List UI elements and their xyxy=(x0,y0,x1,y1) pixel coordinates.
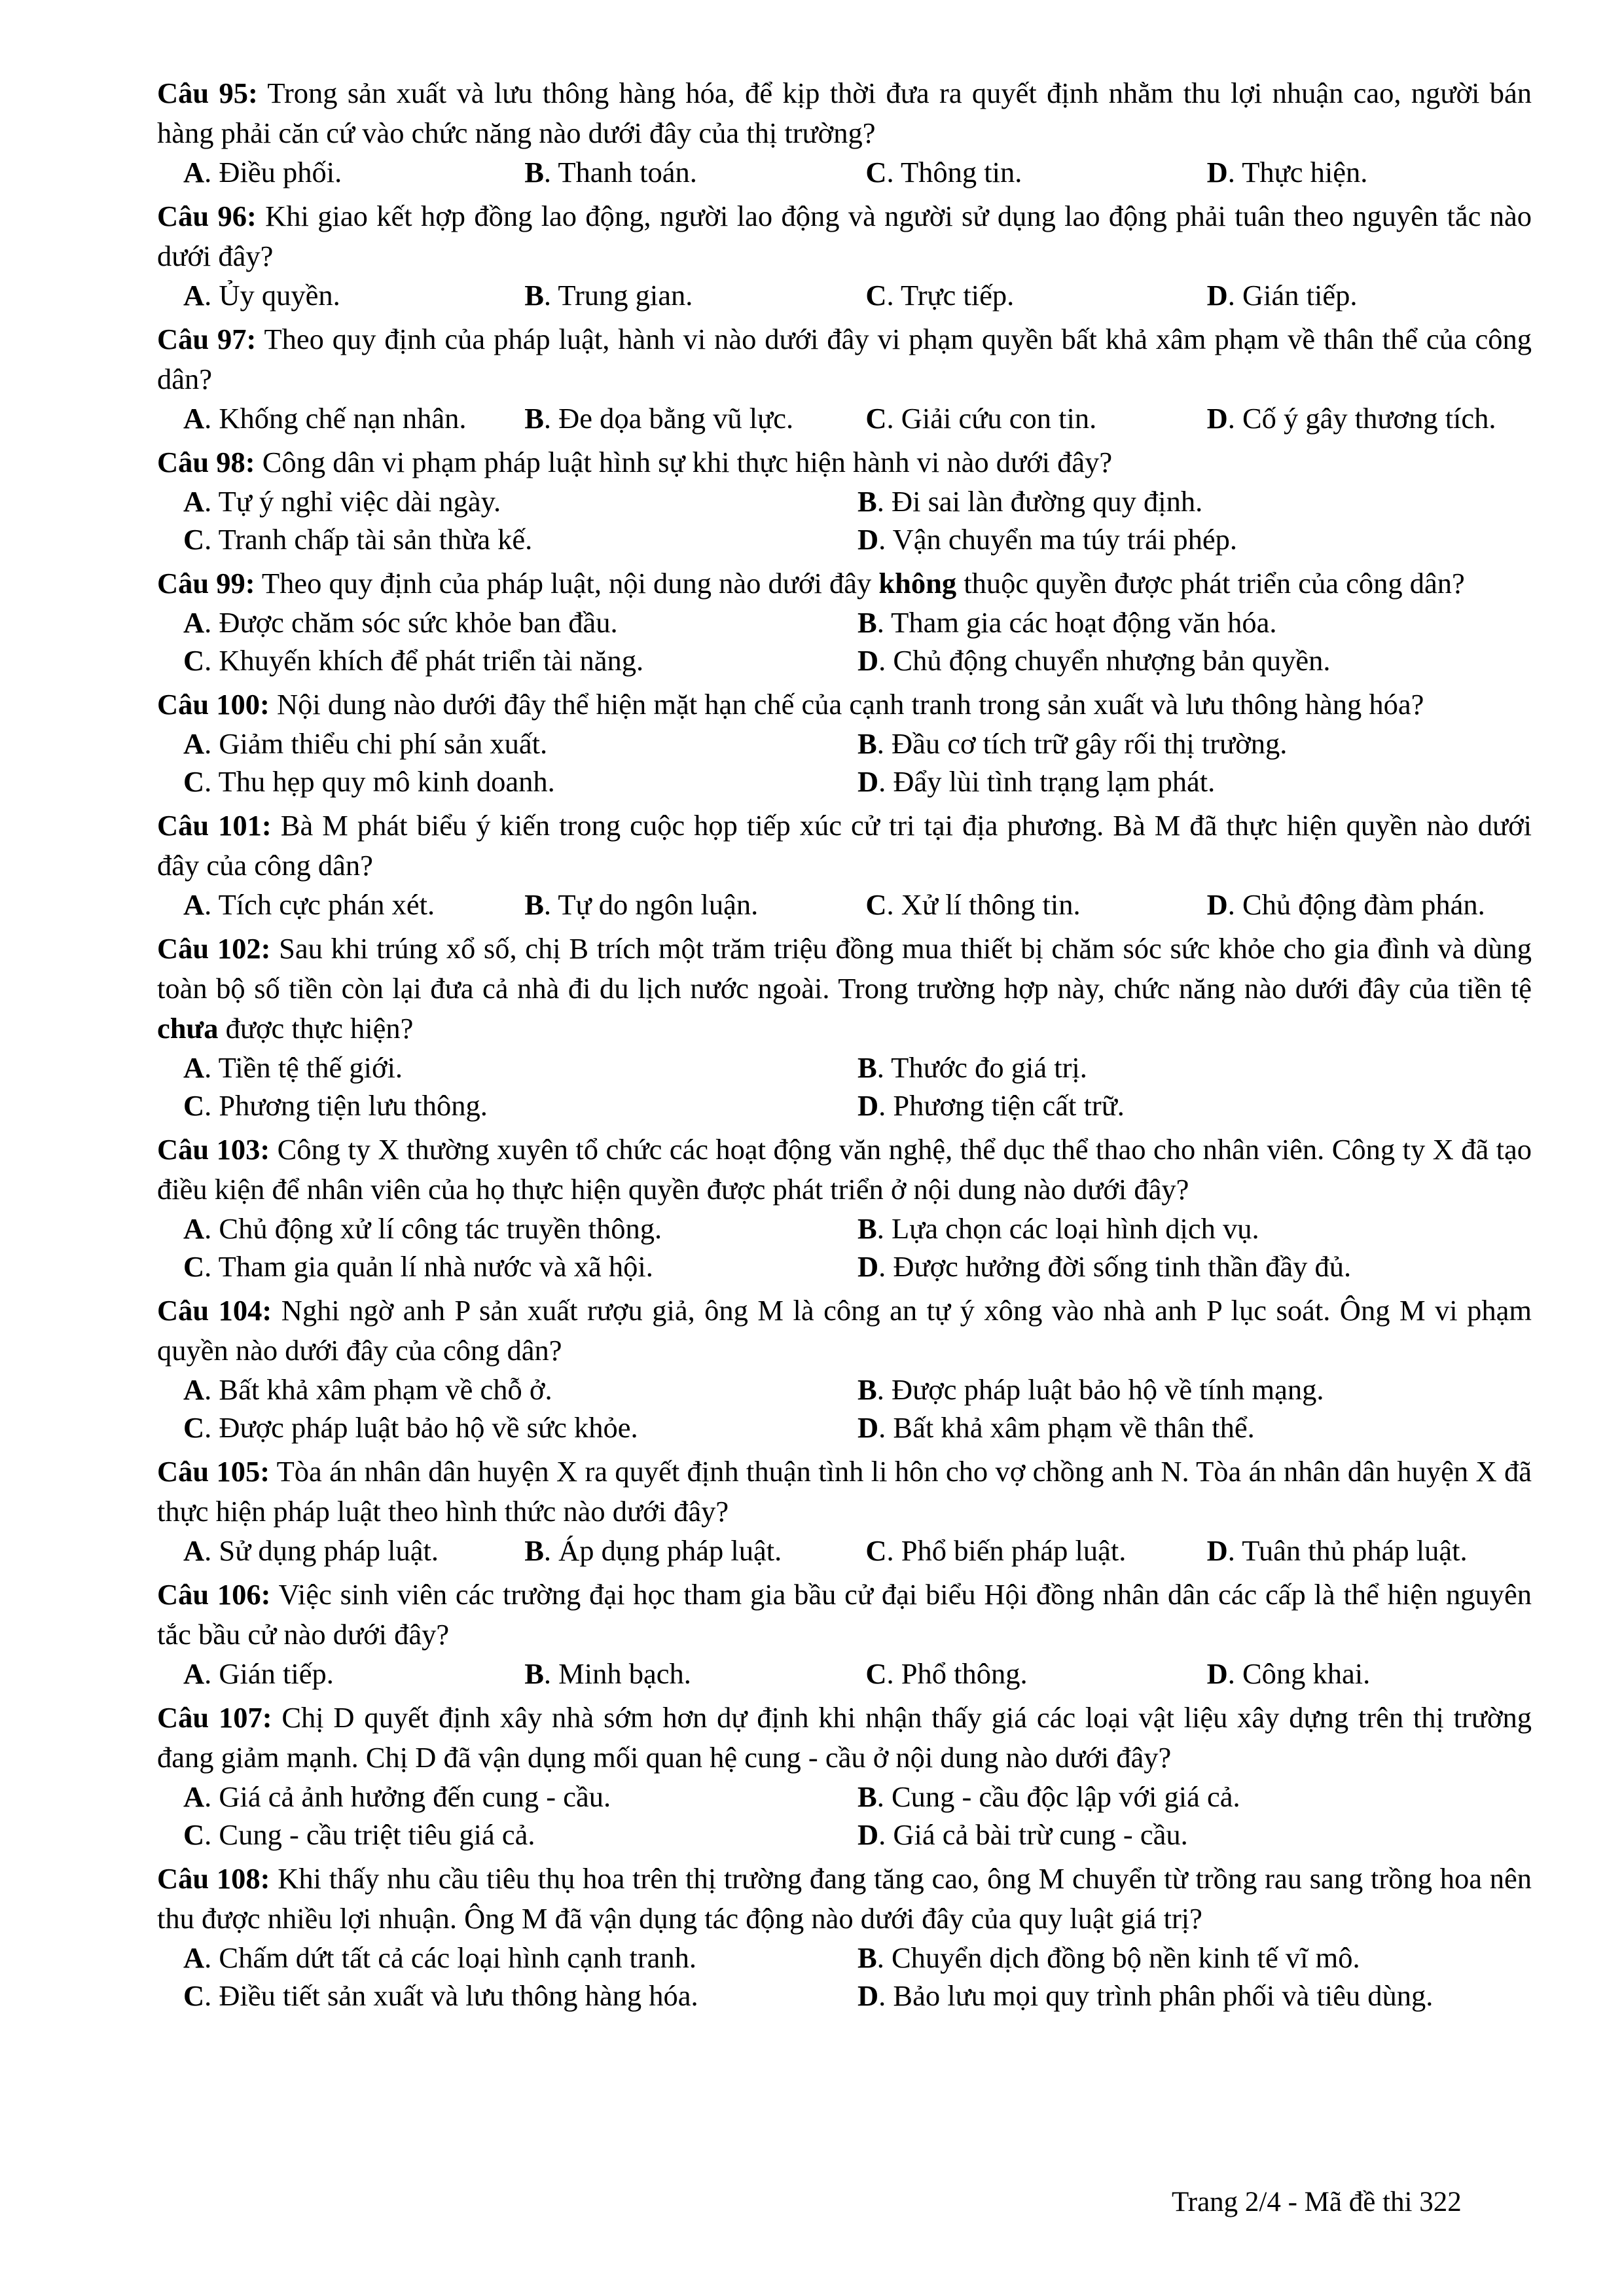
option-c: C. Xử lí thông tin. xyxy=(865,888,1081,921)
question-stem xyxy=(157,1859,1532,1939)
question-label: Câu 100: xyxy=(157,688,270,721)
question-stem: Câu 102: Sau khi trúng xổ số, chị B trích một trăm triệu đồng mua thiết bị chăm sóc sức khỏe cho gia đình và dùng toàn bộ số tiền còn lại đưa cả nhà đi du lịch nước ngoài. Trong trường hợp này, chức năng nào dưới đây của tiền tệ chưa được thực hiện? xyxy=(157,932,1532,1045)
option-b: B. Áp dụng pháp luật. xyxy=(524,1534,782,1567)
option-c: C. Khuyến khích để phát triển tài năng. xyxy=(183,644,644,677)
option-b: B. Được pháp luật bảo hộ về tính mạng. xyxy=(857,1373,1324,1406)
question-97 xyxy=(157,319,1532,437)
question-label: Câu 106: xyxy=(157,1578,271,1611)
option-b: B. Thước đo giá trị. xyxy=(857,1051,1087,1084)
page-footer: Trang 2/4 - Mã đề thi 322 xyxy=(1172,2187,1462,2217)
answer-options xyxy=(157,482,1532,558)
option-a: A. Tự ý nghỉ việc dài ngày. xyxy=(183,485,501,518)
option-d: D. Tuân thủ pháp luật. xyxy=(1206,1534,1468,1567)
option-d: D. Cố ý gây thương tích. xyxy=(1206,402,1496,435)
question-stem xyxy=(157,1130,1532,1210)
option-a: A. Khống chế nạn nhân. xyxy=(183,402,467,435)
question-text: Theo quy định của pháp luật, hành vi nào dưới đây vi phạm quyền bất khả xâm phạm về thân thể của công dân? xyxy=(157,323,1532,395)
option-c: C. Thông tin. xyxy=(865,156,1022,188)
option-a: A. Ủy quyền. xyxy=(183,279,340,312)
question-108 xyxy=(157,1859,1532,2015)
option-b: B. Cung - cầu độc lập với giá cả. xyxy=(857,1780,1240,1813)
question-text: Chị D quyết định xây nhà sớm hơn dự định khi nhận thấy giá các loại vật liệu xây dựng trên thị trường đang giảm mạnh. Chị D đã vận dụng mối quan hệ cung - cầu ở nội dung nào dưới đây? xyxy=(157,1701,1532,1774)
answer-options xyxy=(157,1049,1532,1124)
option-c: C. Giải cứu con tin. xyxy=(865,402,1097,435)
question-105 xyxy=(157,1452,1532,1570)
question-99 xyxy=(157,564,1532,679)
question-label: Câu 104: xyxy=(157,1294,272,1327)
option-d: D. Đẩy lùi tình trạng lạm phát. xyxy=(857,765,1216,798)
option-b: B. Tự do ngôn luận. xyxy=(524,888,759,921)
option-b: B. Lựa chọn các loại hình dịch vụ. xyxy=(857,1212,1259,1245)
exam-page xyxy=(157,73,1532,2020)
option-d: D. Bất khả xâm phạm về thân thể. xyxy=(857,1411,1255,1444)
question-text: Khi giao kết hợp đồng lao động, người lao động và người sử dụng lao động phải tuân theo nguyên tắc nào dưới đây? xyxy=(157,200,1532,272)
question-label: Câu 97: xyxy=(157,323,257,355)
option-c: C. Trực tiếp. xyxy=(865,279,1015,312)
question-label: Câu 103: xyxy=(157,1133,270,1166)
option-d: D. Được hưởng đời sống tinh thần đầy đủ. xyxy=(857,1250,1352,1283)
question-102 xyxy=(157,929,1532,1124)
option-d: D. Công khai. xyxy=(1206,1657,1371,1690)
option-c: C. Phổ biến pháp luật. xyxy=(865,1534,1127,1567)
question-text: Việc sinh viên các trường đại học tham gia bầu cử đại biểu Hội đồng nhân dân các cấp là thể hiện nguyên tắc bầu cử nào dưới đây? xyxy=(157,1578,1532,1651)
answer-options xyxy=(157,1939,1532,2015)
option-c: C. Phổ thông. xyxy=(865,1657,1028,1690)
option-c: C. Được pháp luật bảo hộ về sức khỏe. xyxy=(183,1411,638,1444)
question-label: Câu 105: xyxy=(157,1455,270,1488)
question-label: Câu 107: xyxy=(157,1701,272,1734)
answer-options xyxy=(157,1210,1532,1285)
option-a: A. Giảm thiểu chi phí sản xuất. xyxy=(183,727,548,760)
question-stem xyxy=(157,442,1532,482)
question-104 xyxy=(157,1291,1532,1446)
question-stem xyxy=(157,196,1532,276)
option-b: B. Chuyển dịch đồng bộ nền kinh tế vĩ mô. xyxy=(857,1941,1360,1974)
question-stem xyxy=(157,806,1532,886)
answer-options xyxy=(157,886,1532,924)
option-d: D. Thực hiện. xyxy=(1206,156,1368,188)
question-101 xyxy=(157,806,1532,924)
question-107 xyxy=(157,1698,1532,1854)
answer-options xyxy=(157,399,1532,437)
option-c: C. Tranh chấp tài sản thừa kế. xyxy=(183,523,533,556)
answer-options xyxy=(157,1655,1532,1693)
option-d: D. Giá cả bài trừ cung - cầu. xyxy=(857,1818,1188,1851)
option-b: B. Đầu cơ tích trữ gây rối thị trường. xyxy=(857,727,1288,760)
option-d: D. Gián tiếp. xyxy=(1206,279,1358,312)
option-c: C. Điều tiết sản xuất và lưu thông hàng hóa. xyxy=(183,1979,698,2012)
question-stem xyxy=(157,1452,1532,1532)
option-d: D. Phương tiện cất trữ. xyxy=(857,1089,1125,1122)
question-label: Câu 98: xyxy=(157,446,255,478)
question-stem xyxy=(157,73,1532,153)
question-100 xyxy=(157,685,1532,800)
option-a: A. Tích cực phán xét. xyxy=(183,888,435,921)
question-stem xyxy=(157,1291,1532,1371)
question-label: Câu 101: xyxy=(157,809,272,842)
option-c: C. Thu hẹp quy mô kinh doanh. xyxy=(183,765,555,798)
question-label: Câu 102: xyxy=(157,932,271,965)
question-text: Khi thấy nhu cầu tiêu thụ hoa trên thị trường đang tăng cao, ông M chuyển từ trồng rau sang trồng hoa nên thu được nhiều lợi nhuận. Ông M đã vận dụng tác động nào dưới đây của quy luật giá trị? xyxy=(157,1862,1532,1935)
option-c: C. Tham gia quản lí nhà nước và xã hội. xyxy=(183,1250,653,1283)
question-text: Trong sản xuất và lưu thông hàng hóa, để kịp thời đưa ra quyết định nhằm thu lợi nhuận cao, người bán hàng phải căn cứ vào chức năng nào dưới đây của thị trường? xyxy=(157,77,1532,149)
option-a: A. Gián tiếp. xyxy=(183,1657,334,1690)
question-stem xyxy=(157,1698,1532,1778)
option-a: A. Tiền tệ thế giới. xyxy=(183,1051,403,1084)
option-b: B. Đe dọa bằng vũ lực. xyxy=(524,402,794,435)
option-b: B. Tham gia các hoạt động văn hóa. xyxy=(857,606,1277,639)
question-label: Câu 96: xyxy=(157,200,257,232)
question-stem xyxy=(157,685,1532,725)
option-a: A. Điều phối. xyxy=(183,156,342,188)
option-a: A. Giá cả ảnh hưởng đến cung - cầu. xyxy=(183,1780,611,1813)
option-a: A. Chấm dứt tất cả các loại hình cạnh tranh. xyxy=(183,1941,697,1974)
option-d: D. Vận chuyển ma túy trái phép. xyxy=(857,523,1238,556)
question-96 xyxy=(157,196,1532,314)
question-label: Câu 99: xyxy=(157,567,255,600)
question-stem xyxy=(157,319,1532,399)
answer-options xyxy=(157,1532,1532,1570)
option-b: B. Minh bạch. xyxy=(524,1657,691,1690)
answer-options xyxy=(157,153,1532,191)
option-b: B. Thanh toán. xyxy=(524,156,697,188)
question-stem xyxy=(157,1575,1532,1655)
question-106 xyxy=(157,1575,1532,1693)
option-c: C. Phương tiện lưu thông. xyxy=(183,1089,488,1122)
question-text: Bà M phát biểu ý kiến trong cuộc họp tiếp xúc cử tri tại địa phương. Bà M đã thực hiện quyền nào dưới đây của công dân? xyxy=(157,809,1532,882)
question-text: Nội dung nào dưới đây thể hiện mặt hạn chế của cạnh tranh trong sản xuất và lưu thông hàng hóa? xyxy=(269,688,1424,721)
question-label: Câu 108: xyxy=(157,1862,270,1895)
answer-options xyxy=(157,725,1532,800)
question-98 xyxy=(157,442,1532,558)
question-text: Tòa án nhân dân huyện X ra quyết định thuận tình li hôn cho vợ chồng anh N. Tòa án nhân dân huyện X đã thực hiện pháp luật theo hình thức nào dưới đây? xyxy=(157,1455,1532,1528)
answer-options xyxy=(157,276,1532,314)
option-d: D. Chủ động chuyển nhượng bản quyền. xyxy=(857,644,1331,677)
question-text: Công dân vi phạm pháp luật hình sự khi thực hiện hành vi nào dưới đây? xyxy=(255,446,1113,478)
question-text: Nghi ngờ anh P sản xuất rượu giả, ông M là công an tự ý xông vào nhà anh P lục soát. Ông M vi phạm quyền nào dưới đây của công dân? xyxy=(157,1294,1532,1367)
option-a: A. Chủ động xử lí công tác truyền thông. xyxy=(183,1212,662,1245)
question-text: Công ty X thường xuyên tổ chức các hoạt động văn nghệ, thể dục thể thao cho nhân viên. Công ty X đã tạo điều kiện để nhân viên của họ thực hiện quyền được phát triển ở nội dung nào dưới đây? xyxy=(157,1133,1532,1206)
option-a: A. Sử dụng pháp luật. xyxy=(183,1534,439,1567)
option-a: A. Bất khả xâm phạm về chỗ ở. xyxy=(183,1373,552,1406)
option-d: D. Chủ động đàm phán. xyxy=(1206,888,1485,921)
answer-options xyxy=(157,1371,1532,1446)
option-a: A. Được chăm sóc sức khỏe ban đầu. xyxy=(183,606,618,639)
option-b: B. Đi sai làn đường quy định. xyxy=(857,485,1203,518)
answer-options xyxy=(157,1778,1532,1854)
question-95 xyxy=(157,73,1532,191)
question-label: Câu 95: xyxy=(157,77,258,109)
answer-options xyxy=(157,603,1532,679)
question-stem: Câu 99: Theo quy định của pháp luật, nội dung nào dưới đây không thuộc quyền được phát triển của công dân? xyxy=(157,567,1465,600)
emphasis-word: chưa xyxy=(157,1012,219,1045)
option-b: B. Trung gian. xyxy=(524,279,693,312)
question-103 xyxy=(157,1130,1532,1285)
emphasis-word: không xyxy=(878,567,957,600)
option-d: D. Bảo lưu mọi quy trình phân phối và tiêu dùng. xyxy=(857,1979,1434,2012)
option-c: C. Cung - cầu triệt tiêu giá cả. xyxy=(183,1818,535,1851)
